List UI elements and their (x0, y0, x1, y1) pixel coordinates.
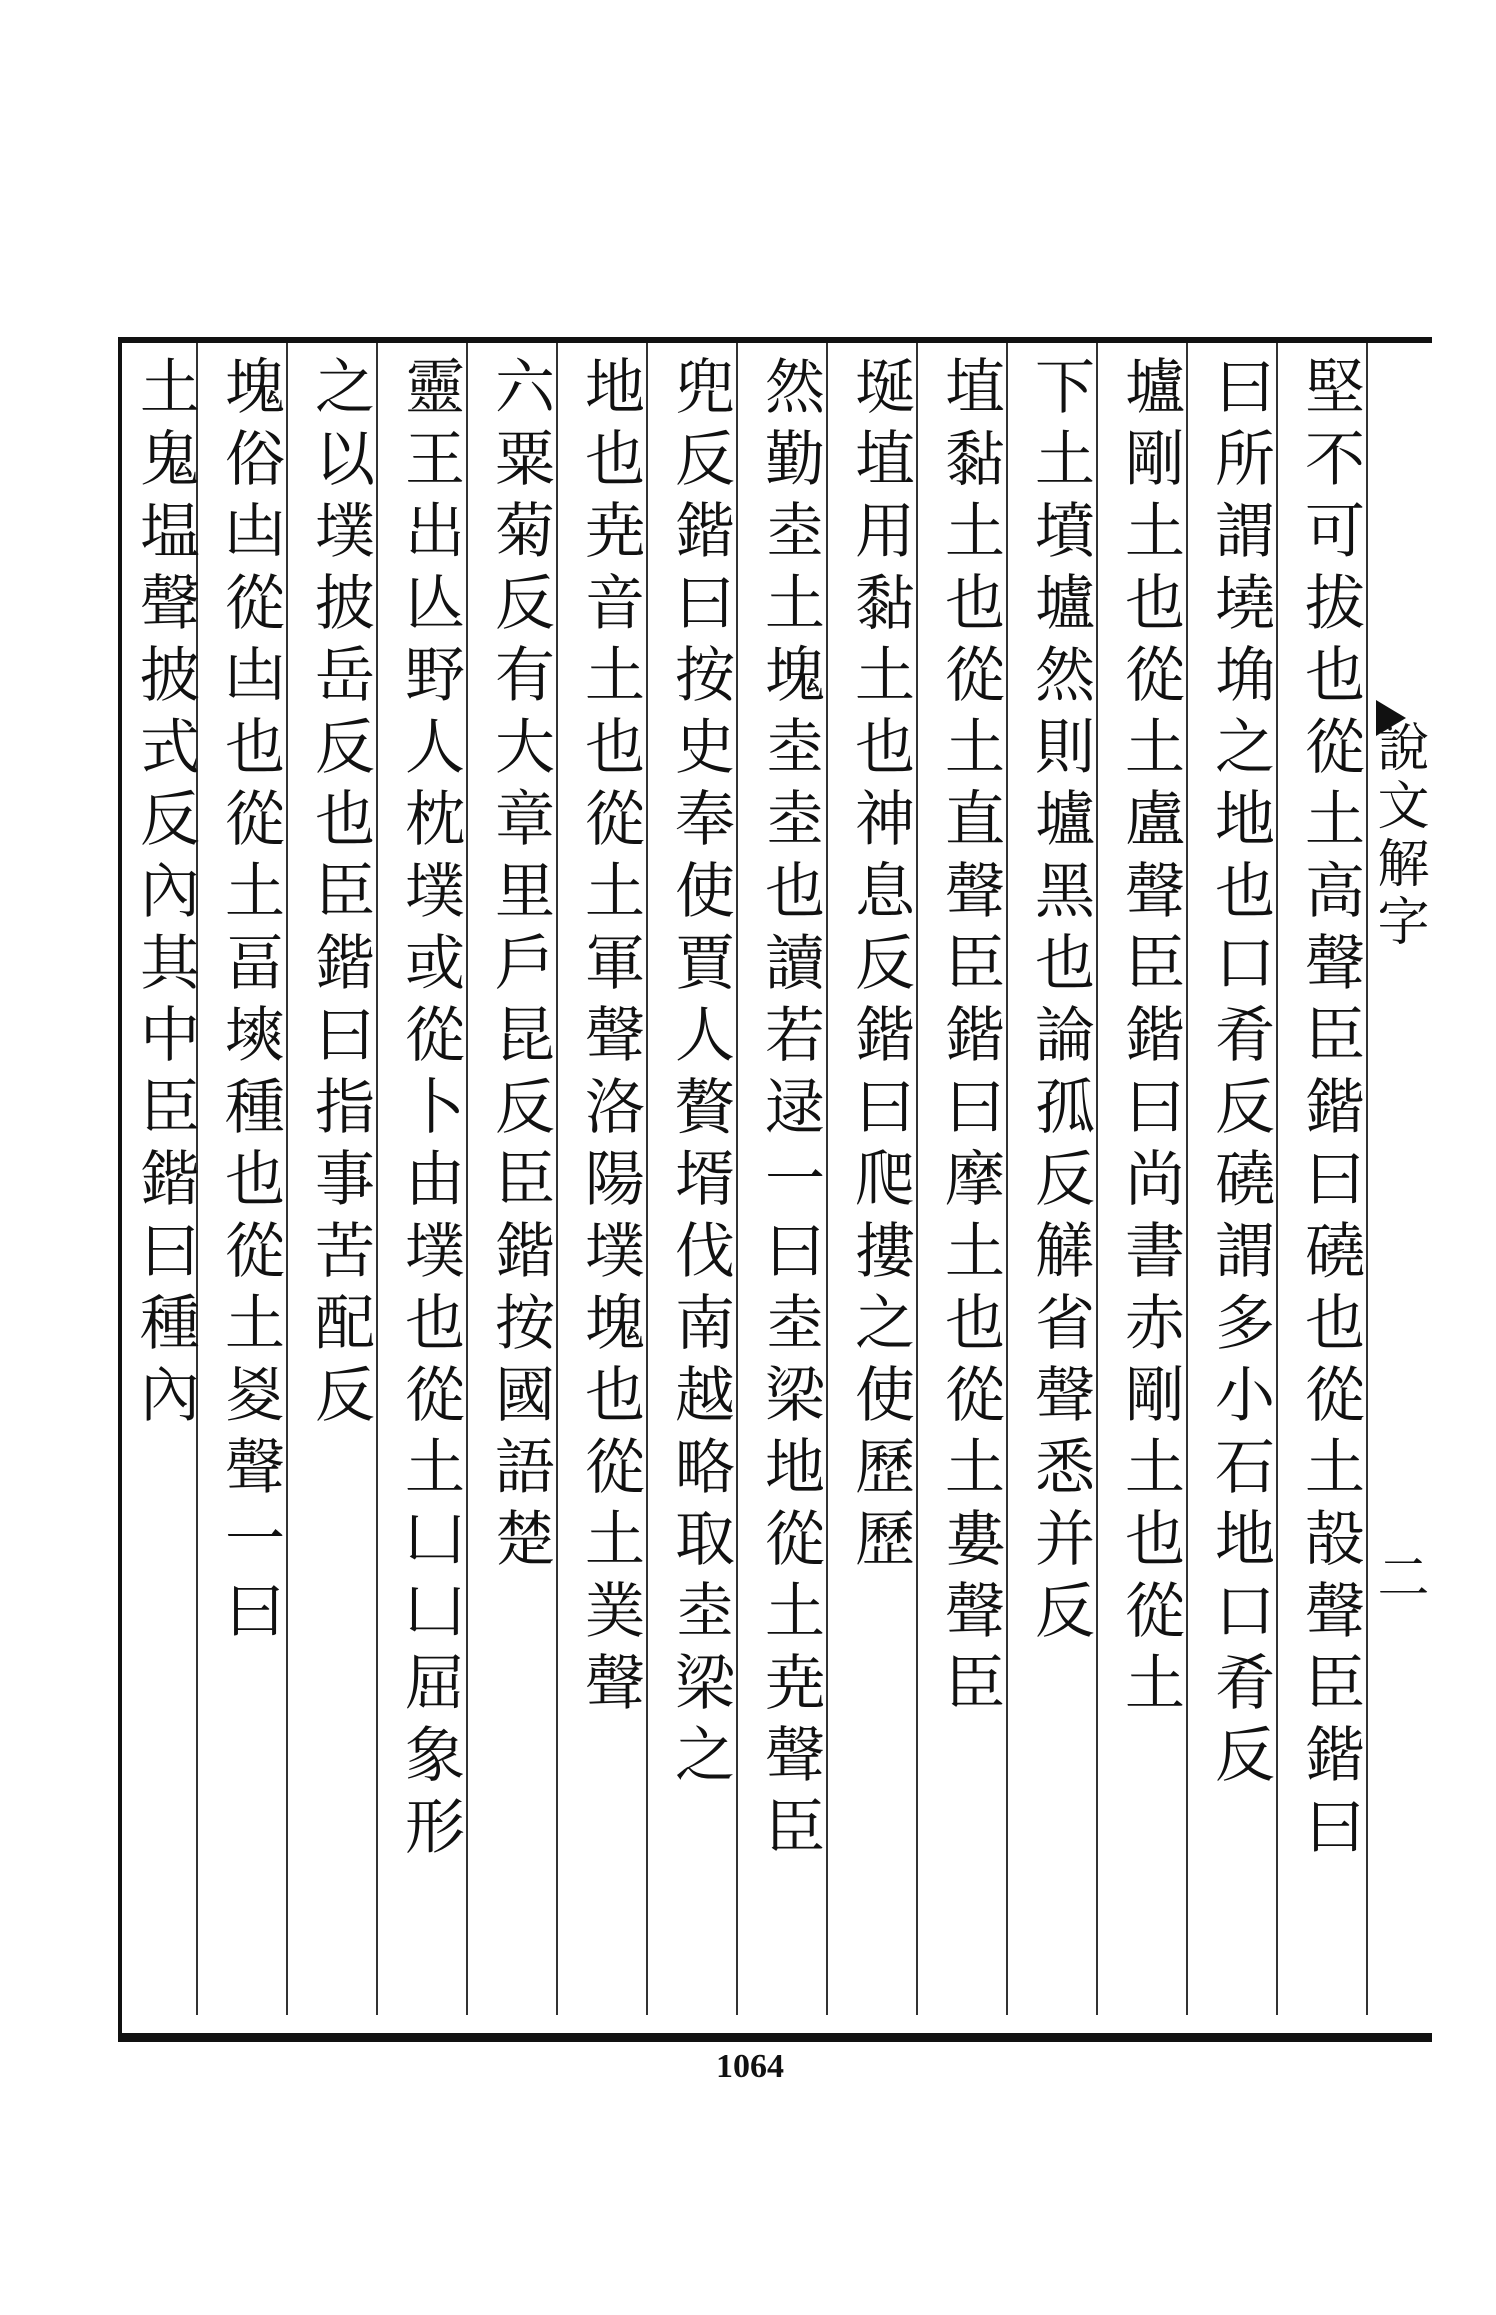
text-column-4: 下土墳壚然則壚黑也論孤反觲省聲悉并反 (1025, 355, 1095, 1651)
text-column-12: 之以墣披岳反也臣鍇曰指事苦配反 (305, 355, 375, 1435)
margin-band (1370, 343, 1428, 2015)
text-column-5: 埴黏土也從土直聲臣鍇曰摩土也從土婁聲臣 (935, 355, 1005, 1723)
text-column-8: 兜反鍇曰按史奉使賈人贅壻伐南越略取坴梁之 (665, 355, 735, 1795)
margin-leaf-number: 二 (1368, 1550, 1428, 1602)
text-column-14: 土鬼塭聲披式反內其中臣鍇曰種內 (130, 355, 200, 1435)
text-column-1: 堅不可拔也從土高聲臣鍇曰磽也從土㱿聲臣鍇曰 (1295, 355, 1365, 1867)
text-column-6: 埏埴用黏土也神息反鍇曰爬摟之使歷歷 (845, 355, 915, 1579)
text-column-2: 曰所謂墝埆之地也口肴反磽謂多小石地口肴反 (1205, 355, 1275, 1795)
text-column-11: 靈王出亾野人枕墣或從卜由墣也從土凵凵屈象形 (395, 355, 465, 1867)
text-column-13: 塊俗凷從凷也從土畐塽種也從土㚇聲一曰 (215, 355, 285, 1651)
text-column-3: 壚剛土也從土盧聲臣鍇曰尚書赤剛土也從土 (1115, 355, 1185, 1723)
margin-title: 說文解字 (1368, 720, 1428, 952)
text-column-10: 六粟菊反有大章里戶昆反臣鍇按國語楚 (485, 355, 555, 1579)
text-column-7: 然勤坴土塊坴坴也讀若逯一曰坴梁地從土尭聲臣 (755, 355, 825, 1867)
text-column-9: 地也尭音土也從土軍聲洛陽墣塊也從土菐聲 (575, 355, 645, 1723)
page-number: 1064 (716, 2048, 784, 2085)
